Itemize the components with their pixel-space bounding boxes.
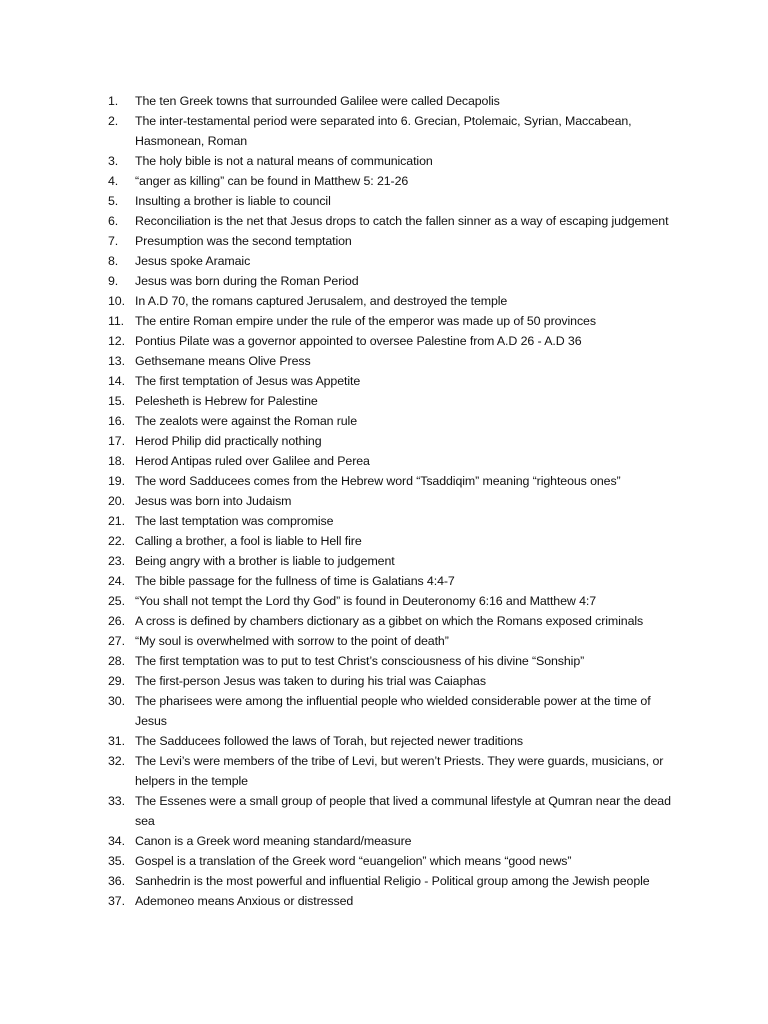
item-number: 35. bbox=[108, 854, 125, 868]
item-text: Pelesheth is Hebrew for Palestine bbox=[135, 394, 318, 408]
item-number: 16. bbox=[108, 414, 125, 428]
list-item bbox=[108, 271, 678, 291]
item-number: 26. bbox=[108, 614, 125, 628]
item-text: Gospel is a translation of the Greek word “euangelion” which means “good news” bbox=[135, 854, 572, 868]
item-text: In A.D 70, the romans captured Jerusalem, and destroyed the temple bbox=[135, 294, 508, 308]
list-item bbox=[108, 871, 678, 891]
list-item bbox=[108, 151, 678, 171]
item-text: The Levi’s were members of the tribe of Levi, but weren’t Priests. They were guards, musicians, or helpers in the temple bbox=[135, 754, 664, 788]
item-text: Reconciliation is the net that Jesus drops to catch the fallen sinner as a way of escaping judgement bbox=[135, 214, 669, 228]
list-item bbox=[108, 511, 678, 531]
item-text: The first-person Jesus was taken to during his trial was Caiaphas bbox=[135, 674, 486, 688]
list-item bbox=[108, 691, 678, 731]
item-number: 14. bbox=[108, 374, 125, 388]
list-item bbox=[108, 851, 678, 871]
item-number: 6. bbox=[108, 214, 119, 228]
list-item bbox=[108, 791, 678, 831]
item-number: 1. bbox=[108, 94, 119, 108]
item-text: The last temptation was compromise bbox=[135, 514, 334, 528]
list-item bbox=[108, 371, 678, 391]
item-text: “anger as killing” can be found in Matthew 5: 21-26 bbox=[135, 174, 409, 188]
list-item bbox=[108, 651, 678, 671]
item-number: 5. bbox=[108, 194, 119, 208]
list-item bbox=[108, 311, 678, 331]
item-number: 2. bbox=[108, 114, 119, 128]
item-text: Ademoneo means Anxious or distressed bbox=[135, 894, 354, 908]
list-item bbox=[108, 231, 678, 251]
list-item bbox=[108, 291, 678, 311]
item-text: Jesus was born during the Roman Period bbox=[135, 274, 359, 288]
item-text: Herod Philip did practically nothing bbox=[135, 434, 322, 448]
list-item bbox=[108, 471, 678, 491]
list-item bbox=[108, 671, 678, 691]
list-item bbox=[108, 731, 678, 751]
item-text: “My soul is overwhelmed with sorrow to the point of death” bbox=[135, 634, 449, 648]
item-text: The Essenes were a small group of people that lived a communal lifestyle at Qumran near the dead sea bbox=[135, 794, 671, 828]
list-item bbox=[108, 451, 678, 471]
list-item bbox=[108, 831, 678, 851]
item-number: 21. bbox=[108, 514, 125, 528]
item-text: Herod Antipas ruled over Galilee and Perea bbox=[135, 454, 370, 468]
item-number: 33. bbox=[108, 794, 125, 808]
item-number: 15. bbox=[108, 394, 125, 408]
item-text: Sanhedrin is the most powerful and influential Religio - Political group among the Jewish people bbox=[135, 874, 650, 888]
list-item bbox=[108, 491, 678, 511]
item-text: The word Sadducees comes from the Hebrew word “Tsaddiqim” meaning “righteous ones” bbox=[135, 474, 621, 488]
item-number: 22. bbox=[108, 534, 125, 548]
list-item bbox=[108, 331, 678, 351]
list-item bbox=[108, 591, 678, 611]
item-text: Calling a brother, a fool is liable to Hell fire bbox=[135, 534, 362, 548]
item-number: 9. bbox=[108, 274, 119, 288]
item-text: Canon is a Greek word meaning standard/measure bbox=[135, 834, 412, 848]
item-text: The ten Greek towns that surrounded Galilee were called Decapolis bbox=[135, 94, 500, 108]
item-text: The first temptation of Jesus was Appetite bbox=[135, 374, 361, 388]
item-number: 4. bbox=[108, 174, 119, 188]
item-text: Being angry with a brother is liable to judgement bbox=[135, 554, 395, 568]
item-number: 27. bbox=[108, 634, 125, 648]
list-item bbox=[108, 171, 678, 191]
item-number: 36. bbox=[108, 874, 125, 888]
item-number: 18. bbox=[108, 454, 125, 468]
item-text: “You shall not tempt the Lord thy God” is found in Deuteronomy 6:16 and Matthew 4:7 bbox=[135, 594, 596, 608]
item-number: 23. bbox=[108, 554, 125, 568]
item-number: 20. bbox=[108, 494, 125, 508]
item-text: The inter-testamental period were separated into 6. Grecian, Ptolemaic, Syrian, Maccabean, Hasmonean, Roman bbox=[135, 114, 632, 148]
list-item bbox=[108, 351, 678, 371]
item-text: Jesus spoke Aramaic bbox=[135, 254, 251, 268]
item-number: 19. bbox=[108, 474, 125, 488]
item-number: 37. bbox=[108, 894, 125, 908]
item-number: 25. bbox=[108, 594, 125, 608]
item-number: 3. bbox=[108, 154, 119, 168]
list-item bbox=[108, 431, 678, 451]
list-item bbox=[108, 391, 678, 411]
list-item bbox=[108, 571, 678, 591]
list-item bbox=[108, 251, 678, 271]
item-text: Jesus was born into Judaism bbox=[135, 494, 292, 508]
item-text: The bible passage for the fullness of time is Galatians 4:4-7 bbox=[135, 574, 455, 588]
item-text: A cross is defined by chambers dictionary as a gibbet on which the Romans exposed criminals bbox=[135, 614, 644, 628]
item-text: The first temptation was to put to test Christ’s consciousness of his divine “Sonship” bbox=[135, 654, 585, 668]
item-number: 32. bbox=[108, 754, 125, 768]
item-text: The pharisees were among the influential people who wielded considerable power at the time of Jesus bbox=[135, 694, 651, 728]
item-number: 12. bbox=[108, 334, 125, 348]
item-text: Presumption was the second temptation bbox=[135, 234, 352, 248]
item-number: 24. bbox=[108, 574, 125, 588]
numbered-statement-list bbox=[108, 91, 678, 911]
item-text: Gethsemane means Olive Press bbox=[135, 354, 311, 368]
item-number: 8. bbox=[108, 254, 119, 268]
list-item bbox=[108, 611, 678, 631]
item-number: 31. bbox=[108, 734, 125, 748]
item-text: Pontius Pilate was a governor appointed to oversee Palestine from A.D 26 - A.D 36 bbox=[135, 334, 582, 348]
list-item bbox=[108, 191, 678, 211]
item-number: 17. bbox=[108, 434, 125, 448]
list-item bbox=[108, 751, 678, 791]
item-number: 11. bbox=[108, 314, 125, 328]
list-item bbox=[108, 91, 678, 111]
list-item bbox=[108, 531, 678, 551]
item-number: 34. bbox=[108, 834, 125, 848]
item-number: 13. bbox=[108, 354, 125, 368]
item-number: 10. bbox=[108, 294, 125, 308]
item-number: 29. bbox=[108, 674, 125, 688]
item-text: The Sadducees followed the laws of Torah, but rejected newer traditions bbox=[135, 734, 524, 748]
item-text: The zealots were against the Roman rule bbox=[135, 414, 358, 428]
list-item bbox=[108, 411, 678, 431]
list-item bbox=[108, 211, 678, 231]
list-item bbox=[108, 631, 678, 651]
item-number: 28. bbox=[108, 654, 125, 668]
list-item bbox=[108, 551, 678, 571]
item-text: Insulting a brother is liable to council bbox=[135, 194, 331, 208]
item-text: The holy bible is not a natural means of communication bbox=[135, 154, 433, 168]
item-number: 7. bbox=[108, 234, 119, 248]
list-item bbox=[108, 891, 678, 911]
item-number: 30. bbox=[108, 694, 125, 708]
list-item bbox=[108, 111, 678, 151]
item-text: The entire Roman empire under the rule of the emperor was made up of 50 provinces bbox=[135, 314, 596, 328]
